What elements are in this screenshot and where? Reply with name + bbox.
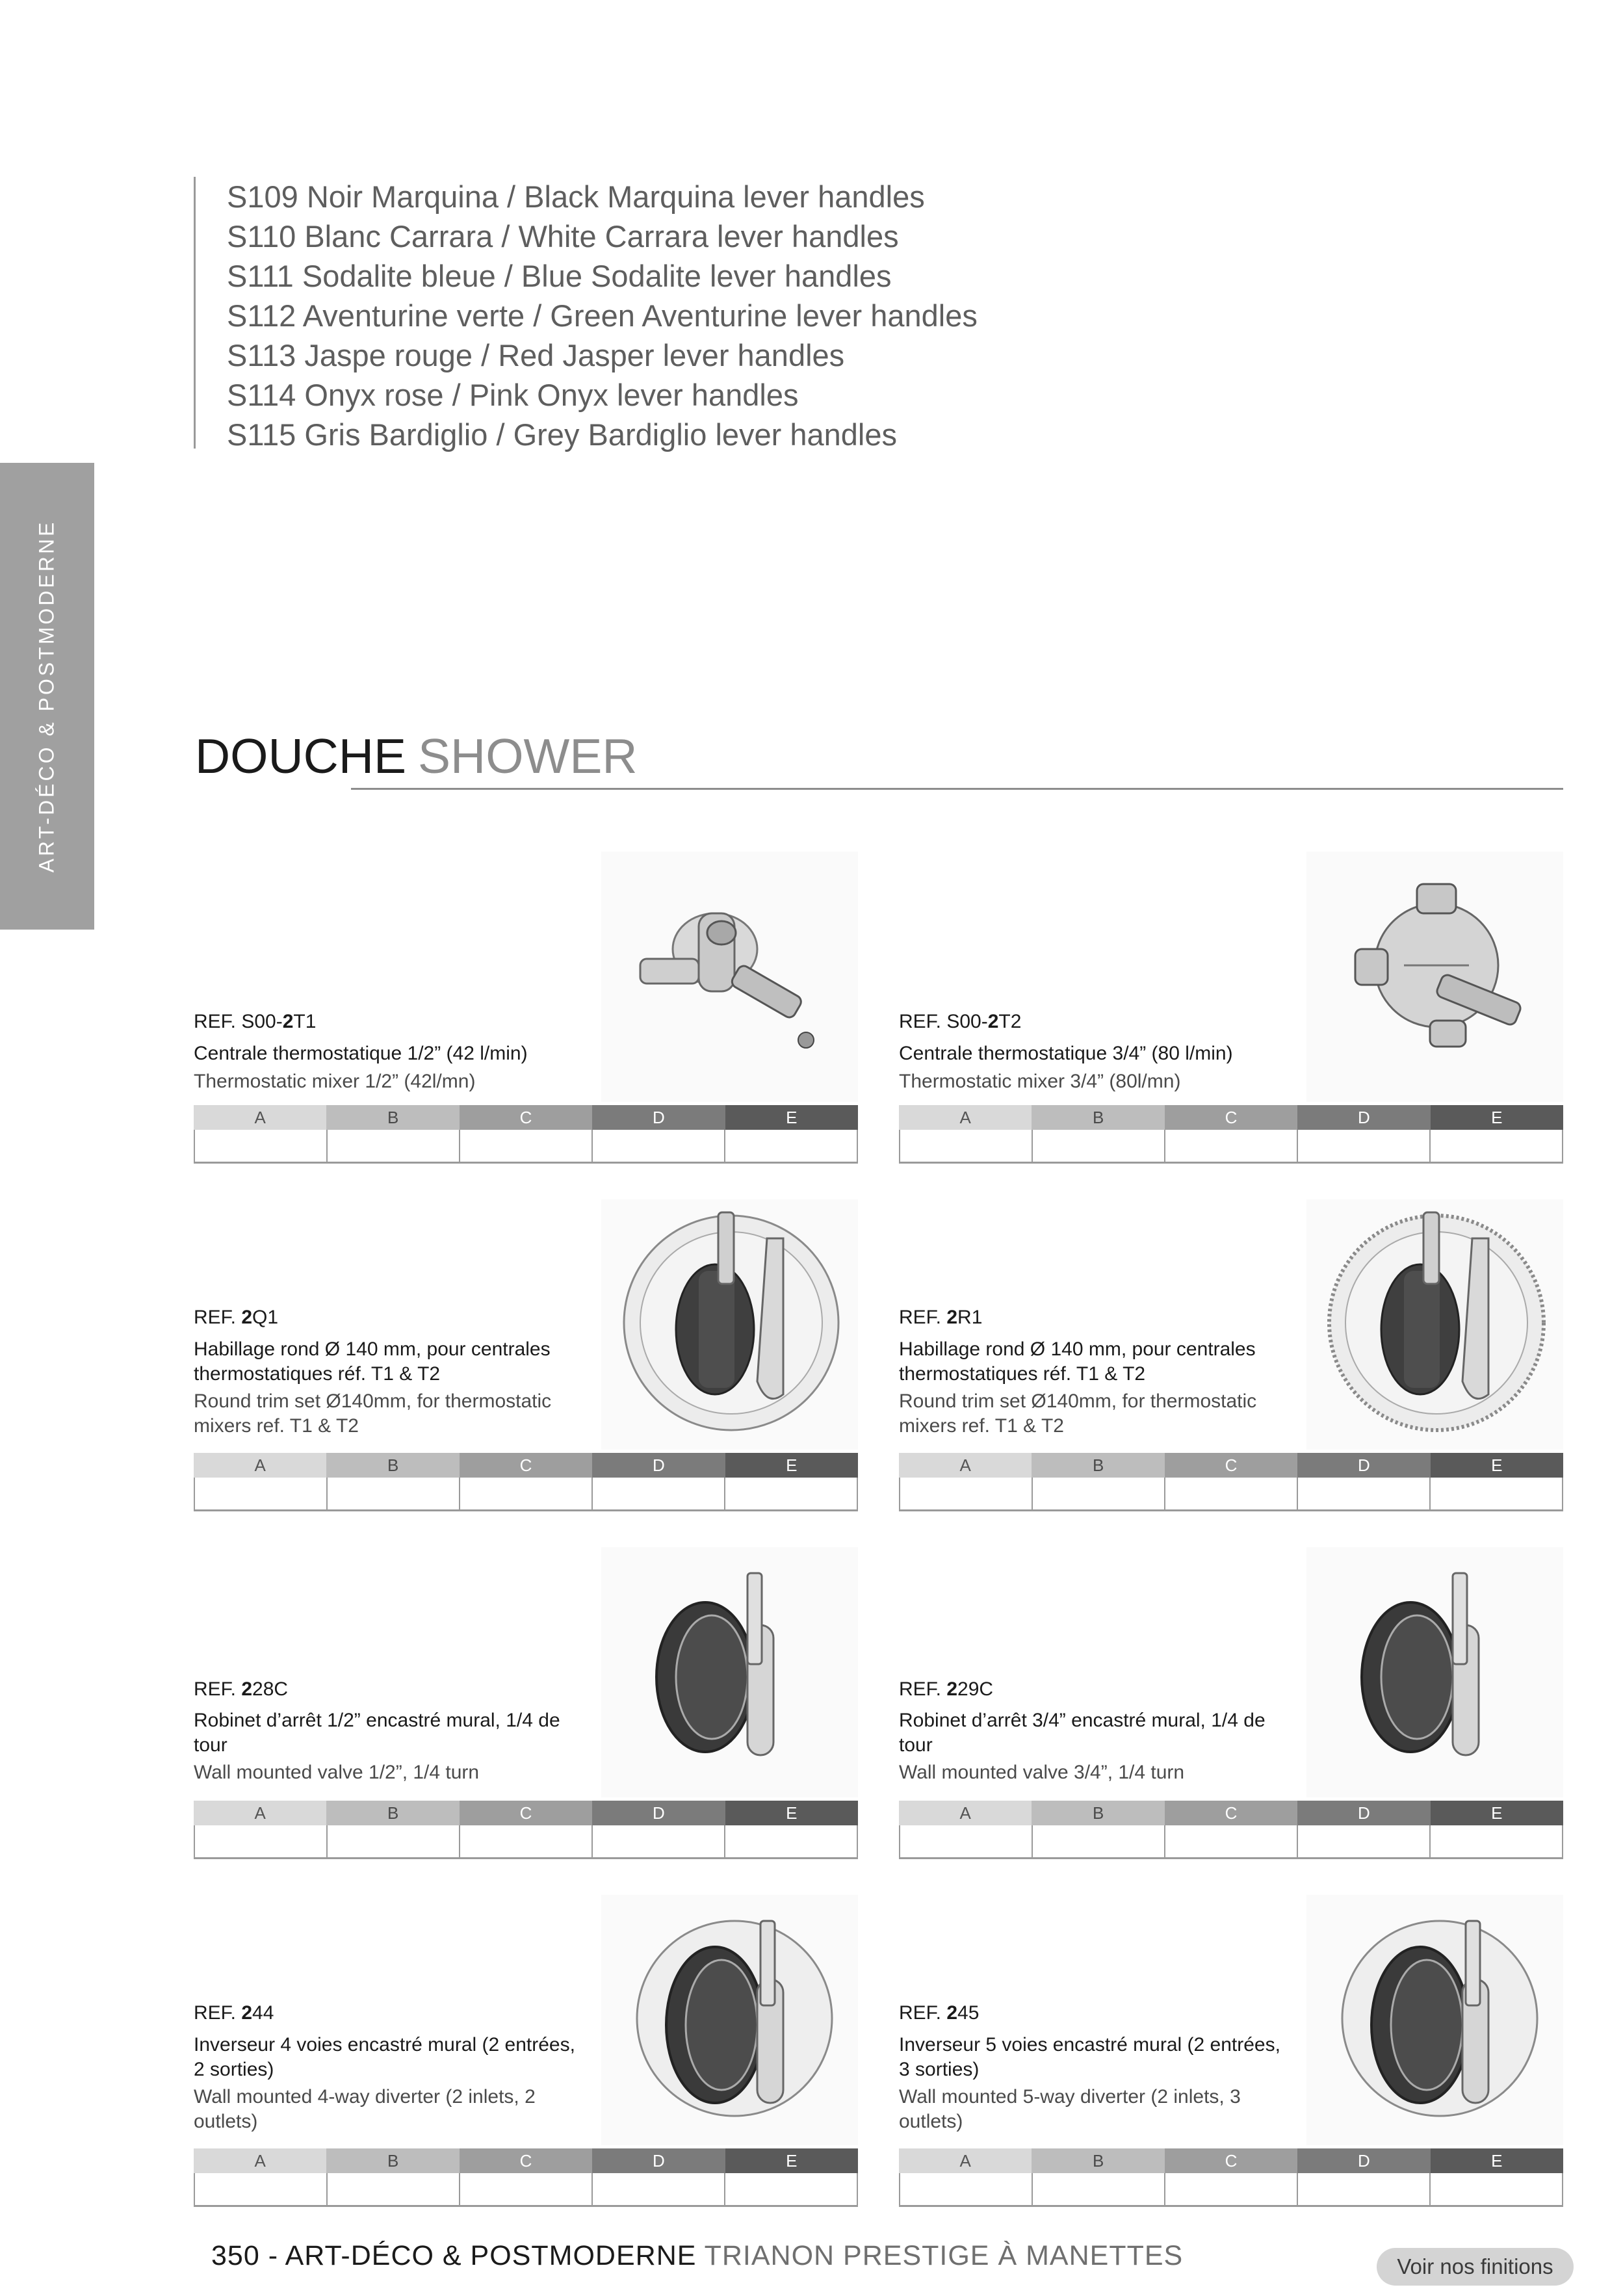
- finish-cell: [460, 1130, 593, 1164]
- product-card: [194, 1199, 858, 1511]
- finish-cell: [1165, 1825, 1298, 1859]
- product-description-fr: Inverseur 4 voies encastré mural (2 entrées, 2 sorties): [194, 2034, 575, 2080]
- product-ref: [899, 1307, 982, 1329]
- product-ref: [899, 2002, 979, 2024]
- finish-col-d: D: [1297, 2148, 1430, 2173]
- finish-cell: [900, 1130, 1033, 1164]
- ref-prefix: REF.: [899, 1307, 947, 1328]
- finish-table-header: [194, 1105, 858, 1130]
- diverter-image: [1306, 1895, 1563, 2145]
- finish-cell: [195, 1825, 328, 1859]
- ref-bold: 2: [282, 1011, 294, 1032]
- finish-cell: [593, 1825, 725, 1859]
- ref-bold: 2: [987, 1011, 999, 1032]
- finish-cell: [195, 2173, 328, 2207]
- finish-col-d: D: [1297, 1801, 1430, 1825]
- product-image: [1306, 1547, 1563, 1797]
- product-description-en: Wall mounted valve 3/4”, 1/4 turn: [899, 1762, 1185, 1783]
- finish-col-d: D: [1297, 1105, 1430, 1130]
- finish-col-e: E: [1431, 1453, 1563, 1478]
- finish-cell: [328, 2173, 460, 2207]
- finish-col-a: A: [899, 1453, 1032, 1478]
- finish-cell: [900, 2173, 1033, 2207]
- product-image: [1306, 1895, 1563, 2145]
- finish-table-header: [899, 1801, 1563, 1825]
- finish-table-cells: [899, 2173, 1563, 2207]
- finish-cell: [1298, 1825, 1431, 1859]
- finish-cell: [1298, 2173, 1431, 2207]
- finish-col-e: E: [1431, 1801, 1563, 1825]
- finish-cell: [328, 1478, 460, 1511]
- product-description-en: Wall mounted 4-way diverter (2 inlets, 2 outlets): [194, 2086, 536, 2132]
- finish-col-b: B: [326, 2148, 459, 2173]
- finish-cell: [328, 1825, 460, 1859]
- finish-table-header: [899, 1105, 1563, 1130]
- finish-col-b: B: [1032, 2148, 1164, 2173]
- ref-suffix: Q1: [252, 1307, 279, 1328]
- finish-line: S112 Aventurine verte / Green Aventurine lever handles: [227, 298, 978, 333]
- ref-bold: 2: [241, 2002, 253, 2024]
- finish-cell: [593, 1478, 725, 1511]
- finish-col-e: E: [725, 1453, 858, 1478]
- finish-line: S115 Gris Bardiglio / Grey Bardiglio lever handles: [227, 417, 898, 452]
- finish-table-cells: [899, 1825, 1563, 1859]
- finish-col-c: C: [460, 2148, 592, 2173]
- finish-cell: [1298, 1478, 1431, 1511]
- finish-col-e: E: [1431, 2148, 1563, 2173]
- finish-cell: [900, 1478, 1033, 1511]
- round-trim-set-image: [601, 1199, 858, 1450]
- finish-cell: [1033, 2173, 1165, 2207]
- round-trim-set-beaded-image: [1306, 1199, 1563, 1450]
- product-description-fr: Centrale thermostatique 1/2” (42 l/min): [194, 1043, 528, 1064]
- finish-table-header: [194, 1801, 858, 1825]
- finish-table: [899, 1105, 1563, 1164]
- product-description-en: Thermostatic mixer 3/4” (80l/mn): [899, 1071, 1181, 1092]
- finish-col-a: A: [899, 1105, 1032, 1130]
- finish-col-a: A: [194, 2148, 326, 2173]
- finish-cell: [900, 1825, 1033, 1859]
- product-description-en: Round trim set Ø140mm, for thermostatic mixers ref. T1 & T2: [194, 1390, 552, 1437]
- product-card: [899, 1547, 1563, 1859]
- product-card: [899, 1199, 1563, 1511]
- finish-col-b: B: [1032, 1453, 1164, 1478]
- finish-col-e: E: [725, 2148, 858, 2173]
- product-image: [1306, 852, 1563, 1102]
- finish-table-header: [194, 2148, 858, 2173]
- product-ref: [194, 1307, 278, 1329]
- finish-cell: [725, 1478, 858, 1511]
- ref-prefix: REF.: [194, 1678, 242, 1700]
- product-image: [601, 1895, 858, 2145]
- finish-table-header: [194, 1453, 858, 1478]
- section-heading: [195, 727, 638, 785]
- finish-cell: [1033, 1130, 1165, 1164]
- product-ref: [899, 1011, 1021, 1033]
- finish-list: [194, 177, 978, 452]
- finish-cell: [1431, 1130, 1563, 1164]
- finish-table-cells: [899, 1478, 1563, 1511]
- ref-prefix: REF.: [194, 2002, 242, 2024]
- ref-prefix: REF.: [194, 1307, 242, 1328]
- finish-cell: [1033, 1825, 1165, 1859]
- finish-table-header: [899, 1453, 1563, 1478]
- product-ref: [194, 1011, 316, 1033]
- product-image: [1306, 1199, 1563, 1450]
- finish-col-e: E: [725, 1801, 858, 1825]
- ref-suffix: 44: [252, 2002, 274, 2024]
- finish-col-b: B: [326, 1801, 459, 1825]
- finish-table: [899, 1801, 1563, 1859]
- finish-col-a: A: [899, 2148, 1032, 2173]
- finish-col-a: A: [899, 1801, 1032, 1825]
- finish-col-b: B: [1032, 1801, 1164, 1825]
- product-card: [194, 852, 858, 1164]
- ref-suffix: R1: [957, 1307, 983, 1328]
- finish-table-header: [899, 2148, 1563, 2173]
- finish-cell: [328, 1130, 460, 1164]
- footer-collection: TRIANON PRESTIGE À MANETTES: [704, 2240, 1184, 2271]
- finish-cell: [1431, 1478, 1563, 1511]
- finish-col-e: E: [1431, 1105, 1563, 1130]
- ref-prefix: REF.: [899, 1678, 947, 1700]
- wall-valve-image: [1306, 1547, 1563, 1797]
- diverter-image: [601, 1895, 858, 2145]
- ref-bold: 2: [946, 1678, 958, 1700]
- ref-bold: 2: [241, 1307, 253, 1328]
- finish-col-a: A: [194, 1801, 326, 1825]
- finish-col-b: B: [326, 1105, 459, 1130]
- side-tab-label: ART-DÉCO & POSTMODERNE: [34, 519, 58, 873]
- finish-table-cells: [194, 1478, 858, 1511]
- finish-col-d: D: [592, 1801, 725, 1825]
- finish-col-c: C: [460, 1801, 592, 1825]
- ref-suffix: 28C: [252, 1678, 289, 1700]
- finish-table: [899, 1453, 1563, 1511]
- finish-col-a: A: [194, 1105, 326, 1130]
- finish-cell: [1165, 1130, 1298, 1164]
- finish-cell: [725, 2173, 858, 2207]
- product-image: [601, 1547, 858, 1797]
- finish-col-d: D: [592, 2148, 725, 2173]
- finish-cell: [460, 1825, 593, 1859]
- finish-table: [194, 1105, 858, 1164]
- ref-prefix: REF. S00-: [194, 1011, 283, 1032]
- finish-col-c: C: [460, 1105, 592, 1130]
- thermostatic-mixer-small-image: [601, 852, 858, 1102]
- finish-cell: [593, 1130, 725, 1164]
- finish-table-cells: [194, 1130, 858, 1164]
- product-description-fr: Robinet d’arrêt 1/2” encastré mural, 1/4 de tour: [194, 1710, 560, 1756]
- finish-cell: [1431, 2173, 1563, 2207]
- ref-bold: 2: [946, 2002, 958, 2024]
- ref-prefix: REF.: [899, 2002, 947, 2024]
- product-description-en: Wall mounted valve 1/2”, 1/4 turn: [194, 1762, 480, 1783]
- finish-table: [194, 1801, 858, 1859]
- finish-cell: [195, 1478, 328, 1511]
- section-divider: [351, 788, 1563, 790]
- side-tab: [0, 463, 94, 930]
- finish-cell: [725, 1130, 858, 1164]
- finish-col-a: A: [194, 1453, 326, 1478]
- product-image: [601, 852, 858, 1102]
- finish-line: S113 Jaspe rouge / Red Jasper lever handles: [227, 338, 845, 372]
- product-description-fr: Inverseur 5 voies encastré mural (2 entrées, 3 sorties): [899, 2034, 1280, 2080]
- finish-line: S114 Onyx rose / Pink Onyx lever handles: [227, 378, 799, 412]
- finish-table-cells: [194, 1825, 858, 1859]
- product-description-en: Thermostatic mixer 1/2” (42l/mn): [194, 1071, 476, 1092]
- footer-section: 350 - ART-DÉCO & POSTMODERNE: [211, 2240, 697, 2271]
- finish-table: [899, 2148, 1563, 2207]
- page-footer: [211, 2240, 1183, 2272]
- product-ref: [899, 1678, 993, 1701]
- wall-valve-image: [601, 1547, 858, 1797]
- finish-table: [194, 1453, 858, 1511]
- section-title-en: SHOWER: [418, 729, 638, 783]
- ref-prefix: REF. S00-: [899, 1011, 988, 1032]
- finish-col-c: C: [460, 1453, 592, 1478]
- finish-cell: [1033, 1478, 1165, 1511]
- finish-cell: [725, 1825, 858, 1859]
- ref-suffix: T1: [293, 1011, 317, 1032]
- finish-table-cells: [899, 1130, 1563, 1164]
- finish-col-b: B: [1032, 1105, 1164, 1130]
- finish-col-c: C: [1165, 1105, 1297, 1130]
- product-description-fr: Habillage rond Ø 140 mm, pour centrales thermostatiques réf. T1 & T2: [899, 1338, 1256, 1385]
- finish-cell: [195, 1130, 328, 1164]
- finish-cell: [1165, 2173, 1298, 2207]
- finish-col-d: D: [1297, 1453, 1430, 1478]
- finish-col-d: D: [592, 1453, 725, 1478]
- ref-suffix: 45: [957, 2002, 980, 2024]
- finish-col-c: C: [1165, 1453, 1297, 1478]
- ref-bold: 2: [946, 1307, 958, 1328]
- finish-col-d: D: [592, 1105, 725, 1130]
- product-card: [194, 1895, 858, 2207]
- product-card: [194, 1547, 858, 1859]
- product-image: [601, 1199, 858, 1450]
- product-description-fr: Centrale thermostatique 3/4” (80 l/min): [899, 1043, 1233, 1064]
- product-ref: [194, 1678, 288, 1701]
- finish-table-cells: [194, 2173, 858, 2207]
- finish-table: [194, 2148, 858, 2207]
- product-card: [899, 1895, 1563, 2207]
- finish-col-e: E: [725, 1105, 858, 1130]
- finish-col-b: B: [326, 1453, 459, 1478]
- thermostatic-mixer-large-image: [1306, 852, 1563, 1102]
- ref-suffix: 29C: [957, 1678, 994, 1700]
- finish-cell: [1165, 1478, 1298, 1511]
- product-description-fr: Habillage rond Ø 140 mm, pour centrales thermostatiques réf. T1 & T2: [194, 1338, 551, 1385]
- section-title-fr: DOUCHE: [195, 729, 407, 783]
- product-description-en: Round trim set Ø140mm, for thermostatic mixers ref. T1 & T2: [899, 1390, 1257, 1437]
- finish-line: S111 Sodalite bleue / Blue Sodalite lever handles: [227, 259, 892, 293]
- see-finishes-button[interactable]: Voir nos finitions: [1377, 2248, 1574, 2286]
- finish-col-c: C: [1165, 2148, 1297, 2173]
- finish-cell: [593, 2173, 725, 2207]
- finish-cell: [1431, 1825, 1563, 1859]
- ref-suffix: T2: [998, 1011, 1022, 1032]
- product-card: [899, 852, 1563, 1164]
- product-description-en: Wall mounted 5-way diverter (2 inlets, 3 outlets): [899, 2086, 1241, 2132]
- finish-line: S109 Noir Marquina / Black Marquina lever handles: [227, 179, 925, 214]
- product-ref: [194, 2002, 274, 2024]
- product-description-fr: Robinet d’arrêt 3/4” encastré mural, 1/4 de tour: [899, 1710, 1266, 1756]
- finish-cell: [460, 2173, 593, 2207]
- ref-bold: 2: [241, 1678, 253, 1700]
- finish-col-c: C: [1165, 1801, 1297, 1825]
- finish-cell: [460, 1478, 593, 1511]
- finish-cell: [1298, 1130, 1431, 1164]
- finish-line: S110 Blanc Carrara / White Carrara lever handles: [227, 219, 899, 254]
